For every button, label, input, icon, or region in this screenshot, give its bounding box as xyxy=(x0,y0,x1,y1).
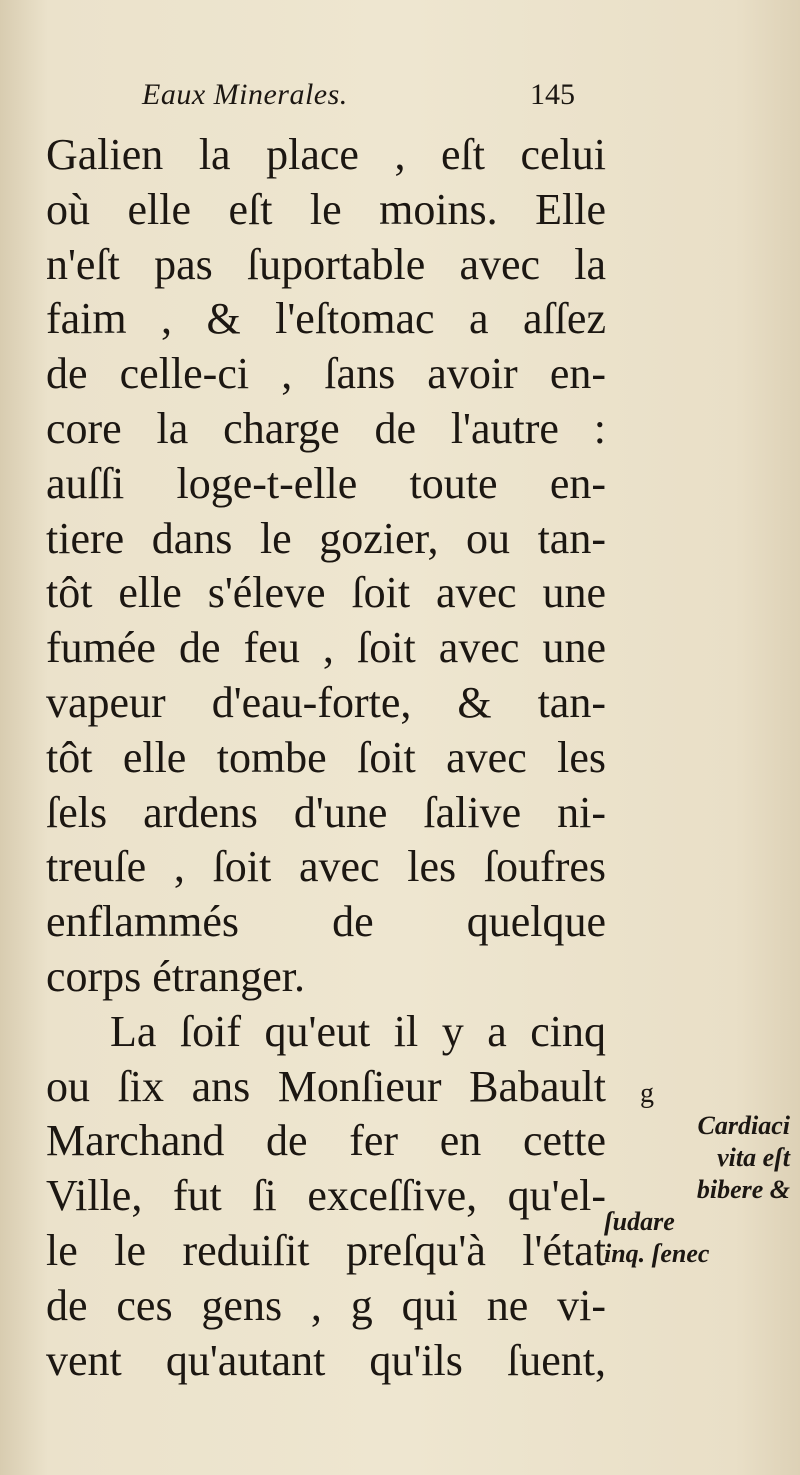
margin-note-line: vita eſt xyxy=(717,1143,790,1172)
text-line: où elle eſt le moins. Elle xyxy=(46,184,606,234)
text-line: auſſi loge-t-elle toute en- xyxy=(46,458,606,508)
text-line: ou ſix ans Monſieur Babault xyxy=(46,1061,606,1111)
paragraph-first-line: La ſoif qu'eut il y a cinq xyxy=(110,1006,606,1056)
text-line: vapeur d'eau-forte, & tan- xyxy=(46,677,606,727)
margin-note-line: bibere & xyxy=(696,1175,790,1204)
page-header xyxy=(142,78,622,122)
text-line: de ces gens , g qui ne vi- xyxy=(46,1280,606,1330)
text-line: corps étranger. xyxy=(46,951,305,1001)
text-line: vent qu'autant qu'ils ſuent, xyxy=(46,1335,606,1385)
text-line: de celle-ci , ſans avoir en- xyxy=(46,349,606,399)
text-line: le le reduiſit preſqu'à l'état xyxy=(46,1225,606,1275)
margin-note-line: ſudare xyxy=(604,1207,675,1236)
text-line: Ville, fut ſi exceſſive, qu'el- xyxy=(46,1171,606,1221)
text-line: Marchand de fer en cette xyxy=(46,1116,606,1166)
page-number: 145 xyxy=(530,78,575,111)
text-line: Galien la place , eſt celui xyxy=(46,130,606,179)
text-line: fumée de feu , ſoit avec une xyxy=(46,623,606,673)
margin-note-line: Cardiaci xyxy=(697,1111,790,1140)
text-line: core la charge de l'autre : xyxy=(46,403,606,453)
text-line: tiere dans le gozier, ou tan- xyxy=(46,513,606,563)
text-line: tôt elle s'éleve ſoit avec une xyxy=(46,568,606,618)
body-text xyxy=(46,128,606,1388)
text-line: ſels ardens d'une ſalive ni- xyxy=(46,787,606,837)
text-line: enflammés de quelque xyxy=(46,897,606,947)
text-line: n'eſt pas ſuportable avec la xyxy=(46,239,606,289)
margin-note xyxy=(604,1078,790,1270)
text-line: tôt elle tombe ſoit avec les xyxy=(46,732,606,782)
footnote-marker: g xyxy=(640,1078,654,1109)
text-line: faim , & l'eſtomac a aſſez xyxy=(46,294,606,344)
running-title: Eaux Minerales. xyxy=(142,78,348,111)
text-line: treuſe , ſoit avec les ſoufres xyxy=(46,842,606,892)
margin-note-line: inq. ſenec xyxy=(604,1239,710,1268)
